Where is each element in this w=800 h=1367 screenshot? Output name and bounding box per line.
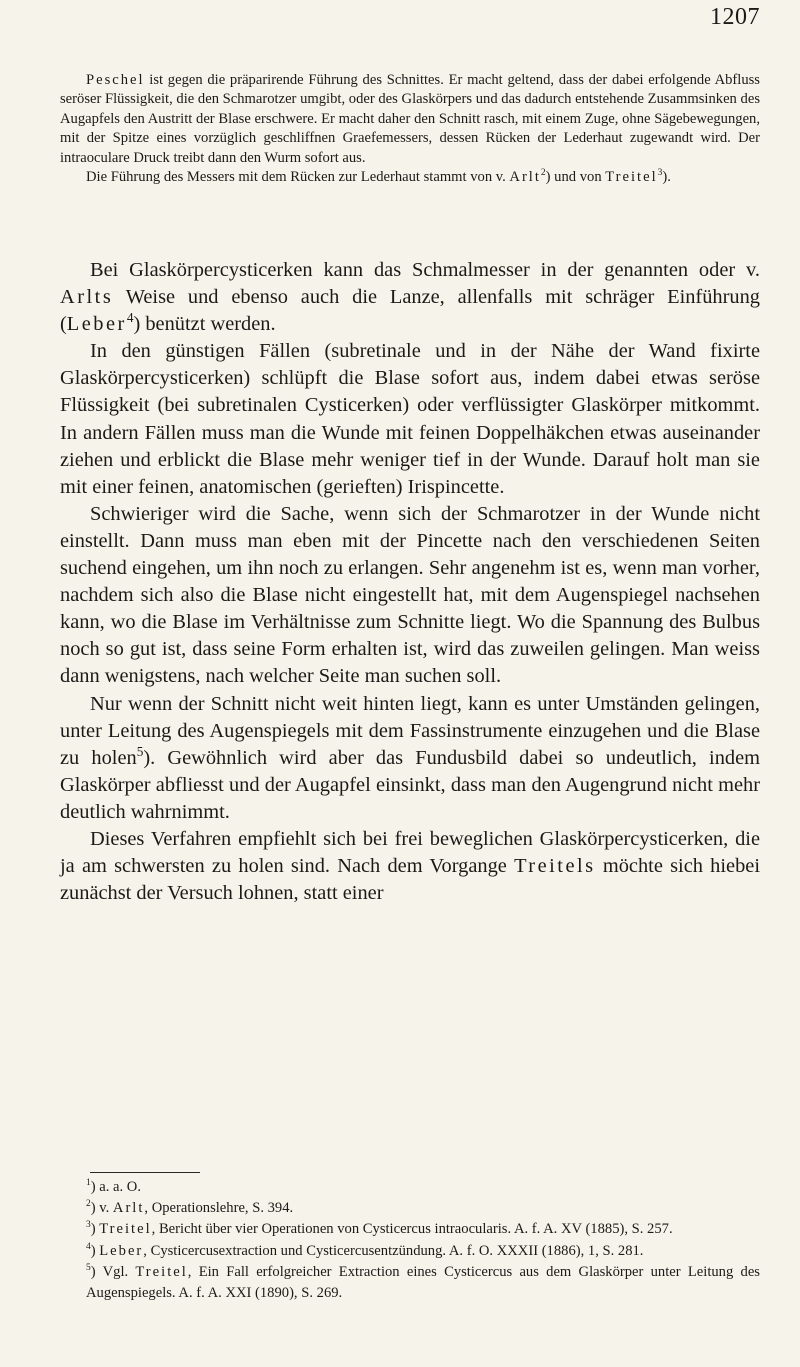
footnotes-section [60, 1177, 760, 1304]
author-name: Leber [99, 1242, 144, 1259]
text-run: ). [662, 169, 671, 186]
text-run: möchte sich hiebei zunächst der Versuch lohnen, statt einer [60, 855, 760, 905]
footnote-number: 5 [86, 1262, 91, 1273]
text-run: ). Gewöhnlich wird aber das Fundusbild dabei so undeutlich, indem Glaskörper abfliesst und der Augapfel einsinkt, dass man den Augengrund nicht mehr deutlich wahrnimmt. [60, 746, 760, 823]
author-name: Arlts [60, 286, 114, 309]
footnote-3 [60, 1219, 760, 1240]
footnote-text: ) [90, 1221, 100, 1238]
author-name: Treitels [514, 855, 596, 878]
footnote-ref[interactable]: 5 [136, 743, 144, 759]
paragraph-peschel [60, 71, 760, 168]
footnote-number: 1 [86, 1178, 91, 1189]
footnote-text: ) v. [90, 1200, 113, 1217]
paragraph-knife-choice [60, 257, 760, 338]
text-run: Dieses Verfahren empfiehlt sich bei frei beweglichen Glaskörpercysticerken, die ja am schwersten zu holen sind. Nach dem Vorgange [60, 827, 760, 878]
footnote-divider [90, 1172, 200, 1173]
text-run: Weise und ebenso auch die Lanze, allenfalls mit schräger Einführung ( [60, 286, 760, 336]
text-run: ) benützt werden. [133, 313, 276, 336]
footnote-number: 4 [86, 1241, 91, 1252]
small-print-section [60, 71, 760, 187]
footnote-ref[interactable]: 3 [657, 168, 663, 179]
footnote-text: , Cysticercusextraction und Cysticercusentzündung. A. f. O. XXXII (1886), 1, S. 281. [143, 1242, 644, 1259]
footnote-ref[interactable]: 2 [540, 168, 546, 179]
footnote-4 [60, 1241, 760, 1262]
author-name: Treitel [605, 169, 658, 186]
footnote-text: ) [90, 1242, 100, 1259]
author-name: Leber [66, 313, 127, 336]
author-name: Treitel [99, 1221, 152, 1238]
footnote-5 [60, 1262, 760, 1304]
text-run: ) und von [545, 169, 606, 186]
author-name: Treitel [135, 1263, 188, 1280]
paragraph-ophthalmoscope [60, 691, 760, 826]
footnote-text: , Ein Fall erfolgreicher Extraction eines Cysticercus aus dem Glaskörper unter Leitung des Augenspiegels. A. f. A. XXI (1890), S. 269. [86, 1263, 760, 1302]
text-run: Nur wenn der Schnitt nicht weit hinten liegt, kann es unter Umständen gelingen, unter Leitung des Augenspiegels mit dem Fassinstrumente einzugehen und die Blase zu holen [60, 692, 760, 769]
paragraph-favorable-cases: In den günstigen Fällen (subretinale und in der Nähe der Wand fixirte Glaskörpercysticerken) schlüpft die Blase sofort aus, indem dabei etwas seröse Flüssigkeit (bei subretinalen Cysticerken) oder verflüssigter Glaskörper mitkommt. In andern Fällen muss man die Wunde mit feinen Doppelhäkchen etwas auseinander ziehen und erblickt die Blase mehr weniger tief in der Wunde. Darauf holt man sie mit einer feinen, anatomischen (gerieften) Irispincette. [60, 340, 760, 498]
footnote-text: , Bericht über vier Operationen von Cysticercus intraocularis. A. f. A. XV (1885), S. 257. [151, 1221, 673, 1238]
paragraph-knife-guidance [60, 168, 760, 187]
author-name: Peschel [86, 72, 145, 88]
paragraph-text: ist gegen die präparirende Führung des Schnittes. Er macht geltend, dass der dabei erfolgende Abfluss seröser Flüssigkeit, die den Schmarotzer umgibt, oder des Glaskörpers und das dadurch entstehende Zusammsinken des Augapfels den Austritt der Blase erschwere. Er macht daher den Schnitt rasch, mit einem Zuge, ohne Sägebewegungen, mit der Spitze eines vorzüglich geschliffnen Graefemessers, dessen Rücken der Lederhaut zugewandt wird. Der intraoculare Druck treibt dann den Wurm sofort aus. [60, 72, 760, 166]
paragraph-difficult-cases: Schwieriger wird die Sache, wenn sich der Schmarotzer in der Wunde nicht einstellt. Dann muss man eben mit der Pincette nach den verschiedenen Seiten suchend eingehen, um ihn noch zu erlangen. Sehr angenehm ist es, wenn man vorher, nachdem sich also die Blase nicht eingestellt hat, mit dem Augenspiegel nachsehen kann, wo die Blase im Verhältnisse zum Schnitte liegt. Wo die Spannung des Bulbus noch so gut ist, dass seine Form erhalten ist, wird das zuweilen gelingen. Man weiss dann wenigstens, nach welcher Seite man suchen soll. [60, 502, 760, 688]
page-number: 1207 [710, 4, 760, 30]
footnote-ref[interactable]: 4 [126, 310, 134, 326]
footnote-number: 2 [86, 1199, 91, 1210]
footnote-text: ) a. a. O. [90, 1179, 141, 1195]
footnote-number: 3 [86, 1220, 91, 1231]
footnote-1 [60, 1177, 760, 1198]
footnote-text: ) Vgl. [90, 1263, 136, 1280]
author-name: Arlt [112, 1200, 145, 1217]
footnote-text: , Operationslehre, S. 394. [144, 1200, 294, 1217]
text-run: Die Führung des Messers mit dem Rücken zur Lederhaut stammt von v. [86, 169, 510, 186]
footnote-2 [60, 1198, 760, 1219]
paragraph-procedure [60, 826, 760, 907]
author-name: Arlt [509, 169, 541, 186]
main-text-section [60, 257, 760, 907]
text-run: Bei Glaskörpercysticerken kann das Schmalmesser in der genannten oder v. [90, 259, 760, 281]
